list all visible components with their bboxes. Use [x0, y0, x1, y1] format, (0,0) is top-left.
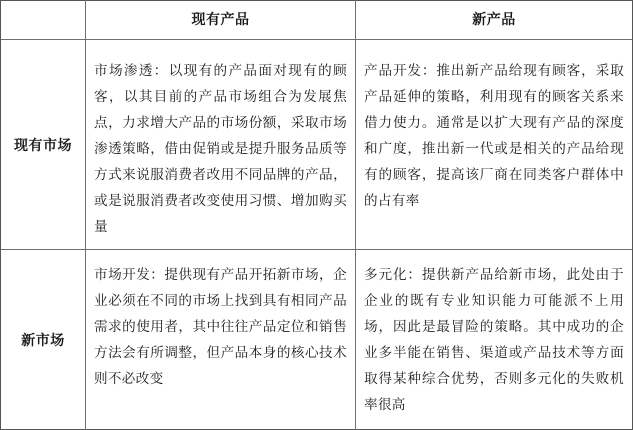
- row-label-new-market: 新市场: [21, 332, 65, 349]
- header-bottom-border: [0, 39, 633, 40]
- header-new-product: 新产品: [472, 12, 516, 28]
- row1-bottom-border: [0, 249, 633, 250]
- cell-product-development: 产品开发：推出新产品给现有顾客，采取产品延伸的策略，利用现有的顾客关系来借力使力。通常是以扩大现有产品的深度和广度，推出新一代或是相关的产品给现有的顾客，提高该厂商在同类客户群体中的占有率: [364, 63, 624, 209]
- header-corner-cell: [1, 1, 85, 39]
- cell-diversification: 多元化：提供新产品给新市场，此处由于企业的既有专业知识能力可能派不上用场，因此是最冒险的策略。其中成功的企业多半能在销售、渠道或产品技术等方面取得某种综合优势，否则多元化的失败机率很高: [364, 267, 624, 413]
- row-label-existing-market: 现有市场: [14, 137, 72, 154]
- cell-market-development: 市场开发：提供现有产品开拓新市场，企业必须在不同的市场上找到具有相同产品需求的使用者，其中往往产品定位和销售方法会有所调整，但产品本身的核心技术则不必改变: [94, 267, 347, 387]
- header-existing-product: 现有产品: [191, 12, 250, 28]
- cell-market-penetration: 市场渗透：以现有的产品面对现有的顾客，以其目前的产品市场组合为发展焦点，力求增大产品的市场份额，采取市场渗透策略，借由促销或是提升服务品质等方式来说服消费者改用不同品牌的产品，或是说服消费者改变使用习惯、增加购买量: [94, 63, 347, 235]
